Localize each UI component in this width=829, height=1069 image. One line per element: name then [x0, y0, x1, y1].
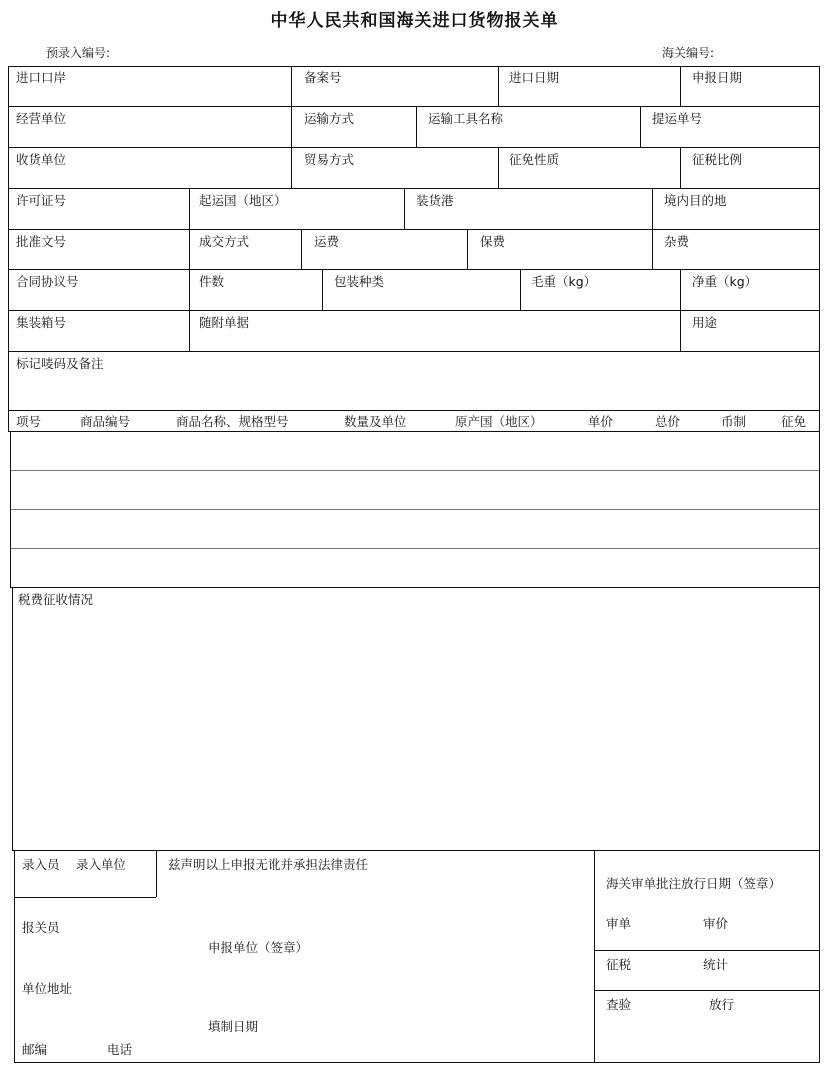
grid-line [291, 106, 292, 147]
attached-documents-label: 随附单据 [199, 315, 250, 330]
consignee-label: 收货单位 [16, 152, 67, 167]
customs-number-label: 海关编号: [662, 46, 715, 60]
goods-header-unit-price: 单价 [588, 414, 614, 429]
grid-line [301, 229, 302, 269]
declarant-label: 报关员 [22, 920, 60, 935]
grid-line [640, 106, 641, 147]
domestic-destination-label: 境内目的地 [664, 193, 727, 208]
document-review-label: 审单 [606, 916, 632, 931]
grid-line [498, 66, 499, 106]
marks-remarks-label: 标记唛码及备注 [16, 356, 104, 371]
grid-line [322, 269, 323, 310]
declaring-unit-label: 申报单位（签章） [208, 940, 309, 955]
usage-label: 用途 [692, 315, 718, 330]
grid-line [10, 470, 820, 471]
goods-header-name-spec: 商品名称、规格型号 [176, 414, 289, 429]
grid-line [498, 147, 499, 188]
declaration-statement: 兹声明以上申报无讹并承担法律责任 [168, 857, 369, 872]
grid-line [189, 188, 190, 229]
grid-line [10, 509, 820, 510]
grid-line [652, 188, 653, 229]
grid-line [291, 66, 292, 106]
approval-number-label: 批准文号 [16, 234, 67, 249]
grid-line [14, 1062, 820, 1063]
levy-label: 征税 [606, 957, 632, 972]
grid-line [594, 950, 819, 951]
grid-line [156, 850, 157, 897]
tax-collection-label: 税费征收情况 [18, 592, 94, 607]
tax-ratio-label: 征税比例 [692, 152, 743, 167]
freight-label: 运费 [314, 234, 340, 249]
grid-line [8, 188, 820, 189]
goods-header-currency: 币制 [721, 414, 747, 429]
pre-entry-number-label: 预录入编号: [46, 46, 111, 60]
statistics-label: 统计 [703, 957, 729, 972]
license-number-label: 许可证号 [16, 193, 67, 208]
transport-mode-label: 运输方式 [304, 111, 355, 126]
grid-line [680, 310, 681, 351]
import-port-label: 进口口岸 [16, 70, 67, 85]
release-label: 放行 [709, 997, 735, 1012]
goods-header-item-no: 项号 [16, 414, 42, 429]
goods-header-total-price: 总价 [655, 414, 681, 429]
grid-line [291, 147, 292, 188]
goods-header-origin: 原产国（地区） [455, 414, 543, 429]
contract-number-label: 合同协议号 [16, 274, 79, 289]
grid-line [10, 587, 820, 588]
exemption-nature-label: 征免性质 [509, 152, 560, 167]
transaction-mode-label: 成交方式 [199, 234, 250, 249]
grid-line [680, 269, 681, 310]
bill-of-lading-label: 提运单号 [652, 111, 703, 126]
price-review-label: 审价 [703, 916, 729, 931]
grid-line [404, 188, 405, 229]
inspection-label: 查验 [606, 997, 632, 1012]
grid-line [467, 229, 468, 269]
gross-weight-label: 毛重（kg） [531, 274, 597, 289]
grid-line [10, 431, 11, 587]
form-title: 中华人民共和国海关进口货物报关单 [270, 11, 559, 31]
record-number-label: 备案号 [304, 70, 342, 85]
grid-line [594, 990, 819, 991]
goods-header-code: 商品编号 [80, 414, 131, 429]
grid-line [652, 229, 653, 269]
grid-line [8, 229, 820, 230]
package-count-label: 件数 [199, 274, 225, 289]
grid-line [8, 431, 820, 432]
vehicle-name-label: 运输工具名称 [428, 111, 504, 126]
grid-line [12, 850, 820, 851]
grid-line [680, 147, 681, 188]
grid-line [8, 66, 9, 432]
package-type-label: 包装种类 [334, 274, 385, 289]
trade-mode-label: 贸易方式 [304, 152, 355, 167]
grid-line [10, 548, 820, 549]
grid-line [8, 310, 820, 311]
fill-date-label: 填制日期 [208, 1019, 259, 1034]
grid-line [416, 106, 417, 147]
unit-address-label: 单位地址 [22, 981, 73, 996]
declaration-date-label: 申报日期 [692, 70, 743, 85]
goods-header-qty-unit: 数量及单位 [344, 414, 407, 429]
entry-unit-label: 录入单位 [76, 857, 127, 872]
customs-approval-label: 海关审单批注放行日期（签章） [606, 876, 782, 891]
grid-line [8, 147, 820, 148]
grid-line [12, 587, 13, 850]
grid-line [189, 310, 190, 351]
goods-header-exemption: 征免 [781, 414, 807, 429]
misc-fees-label: 杂费 [664, 234, 690, 249]
postcode-label: 邮编 [22, 1042, 48, 1057]
container-number-label: 集装箱号 [16, 315, 67, 330]
grid-line [594, 850, 595, 1062]
grid-line [8, 66, 820, 67]
grid-line [8, 410, 820, 411]
grid-line [8, 106, 820, 107]
grid-line [819, 66, 820, 1062]
phone-label: 电话 [107, 1042, 133, 1057]
departure-country-label: 起运国（地区） [199, 193, 287, 208]
import-date-label: 进口日期 [509, 70, 560, 85]
entry-person-label: 录入员 [22, 857, 60, 872]
business-unit-label: 经营单位 [16, 111, 67, 126]
grid-line [680, 66, 681, 106]
net-weight-label: 净重（kg） [692, 274, 758, 289]
grid-line [189, 269, 190, 310]
grid-line [14, 850, 15, 1062]
loading-port-label: 装货港 [416, 193, 454, 208]
grid-line [520, 269, 521, 310]
grid-line [8, 269, 820, 270]
grid-line [14, 897, 156, 898]
grid-line [189, 229, 190, 269]
grid-line [8, 351, 820, 352]
insurance-label: 保费 [480, 234, 506, 249]
